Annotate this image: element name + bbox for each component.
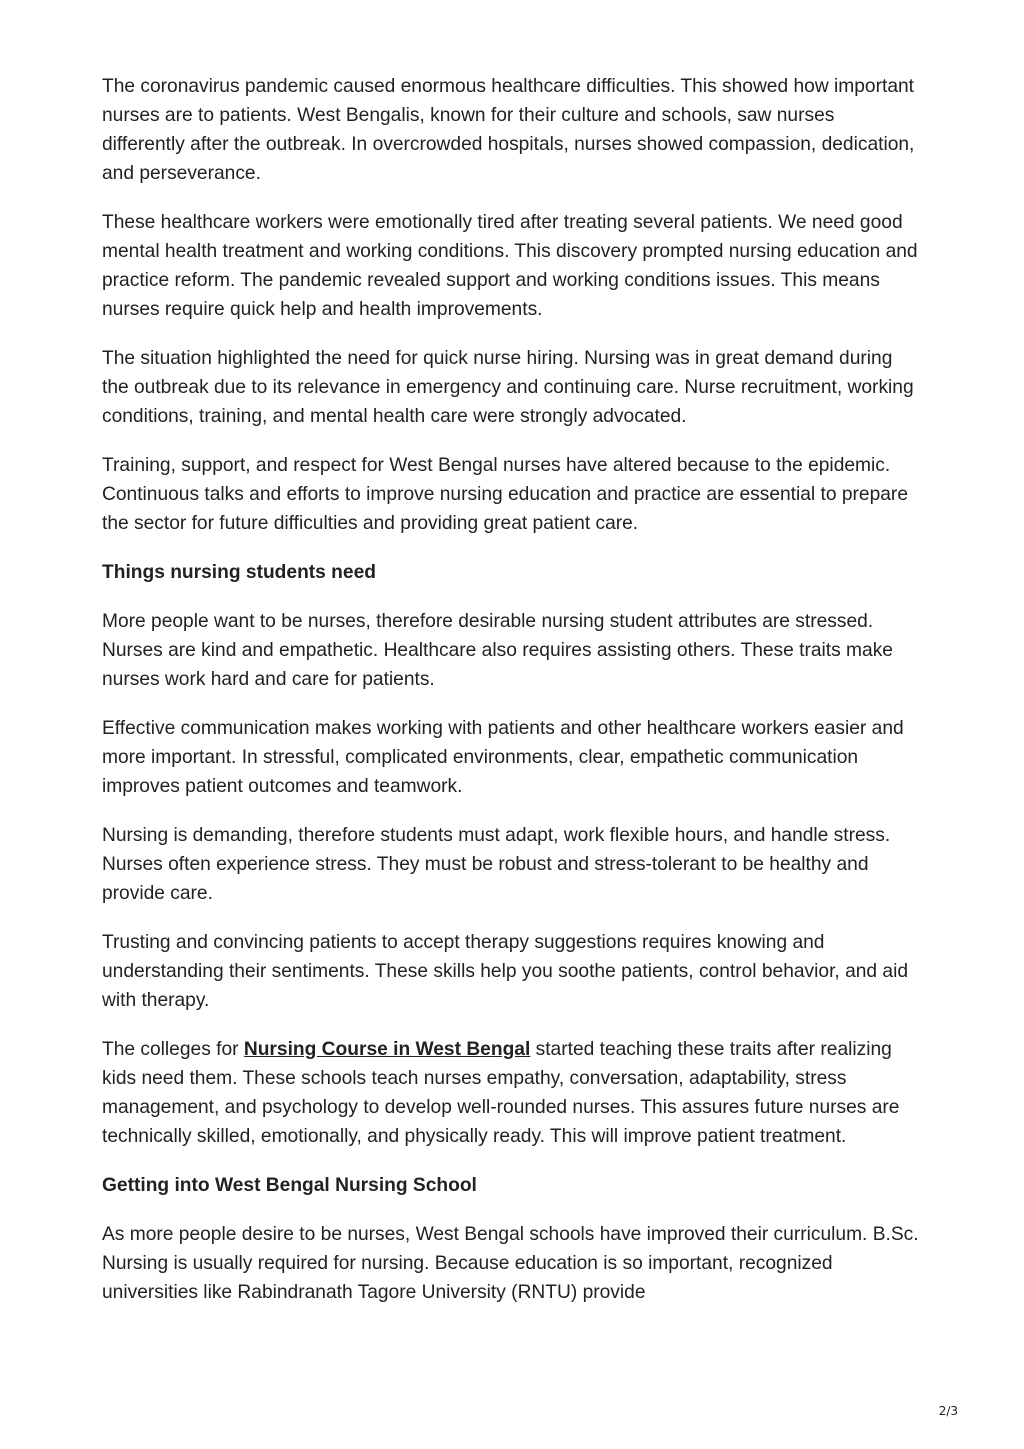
- section-heading: Getting into West Bengal Nursing School: [102, 1175, 477, 1196]
- link-paragraph-text-before: The colleges for: [102, 1039, 244, 1060]
- paragraph: The coronavirus pandemic caused enormous healthcare difficulties. This showed how important nurses are to patients. West Bengalis, known for their culture and schools, saw nurses differently after the outbreak. In overcrowded hospitals, nurses showed compassion, dedication, and perseverance.: [102, 76, 915, 184]
- paragraph: Effective communication makes working with patients and other healthcare workers easier and more important. In stressful, complicated environments, clear, empathetic communication improves patient outcomes and teamwork.: [102, 718, 904, 797]
- nursing-course-link[interactable]: Nursing Course in West Bengal: [243, 1039, 531, 1060]
- paragraph: Nursing is demanding, therefore students must adapt, work flexible hours, and handle stress. Nurses often experience stress. They must be robust and stress-tolerant to be healthy and provide care.: [102, 825, 891, 904]
- paragraph: These healthcare workers were emotionally tired after treating several patients. We need good mental health treatment and working conditions. This discovery prompted nursing education and practice reform. The pandemic revealed support and working conditions issues. This means nurses require quick help and health improvements.: [102, 212, 918, 320]
- paragraph: As more people desire to be nurses, West Bengal schools have improved their curriculum. B.Sc. Nursing is usually required for nursing. Because education is so important, recognized universities like Rabindranath Tagore University (RNTU) provide: [102, 1224, 919, 1303]
- link-paragraph: [102, 1035, 922, 1151]
- section-heading: Things nursing students need: [102, 562, 376, 583]
- link-paragraph-text-after: started teaching these traits after realizing kids need them. These schools teach nurses empathy, conversation, adaptability, stress management, and psychology to develop well-rounded nurses. This assures future nurses are technically skilled, emotionally, and physically ready. This will improve patient treatment.: [102, 1039, 900, 1147]
- page-number: 2/3: [938, 1404, 958, 1418]
- paragraph: Training, support, and respect for West Bengal nurses have altered because to the epidemic. Continuous talks and efforts to improve nursing education and practice are essential to prepare the sector for future difficulties and providing great patient care.: [102, 455, 908, 534]
- document-body: [102, 72, 922, 1327]
- paragraph: The situation highlighted the need for quick nurse hiring. Nursing was in great demand during the outbreak due to its relevance in emergency and continuing care. Nurse recruitment, working conditions, training, and mental health care were strongly advocated.: [102, 348, 914, 427]
- paragraph: Trusting and convincing patients to accept therapy suggestions requires knowing and understanding their sentiments. These skills help you soothe patients, control behavior, and aid with therapy.: [102, 932, 909, 1011]
- paragraph: More people want to be nurses, therefore desirable nursing student attributes are stressed. Nurses are kind and empathetic. Healthcare also requires assisting others. These traits make nurses work hard and care for patients.: [102, 611, 893, 690]
